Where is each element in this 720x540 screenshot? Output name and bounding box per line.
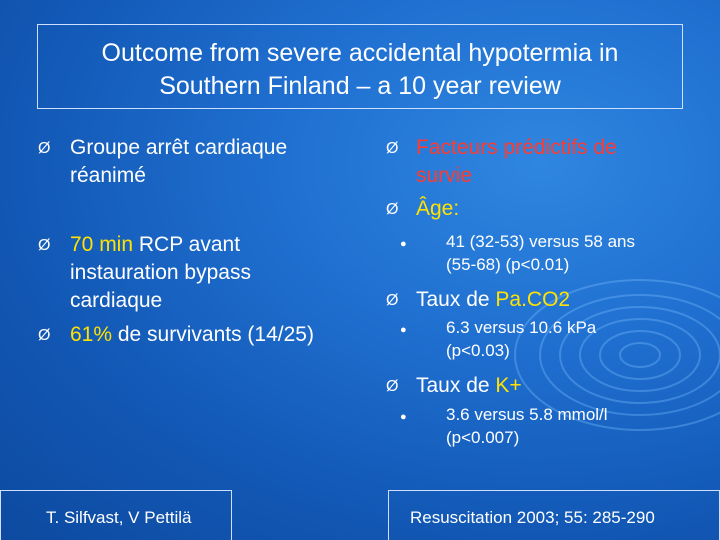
right-bullet-k: Taux de K+ [416,374,522,397]
bullet-arrow-icon: Ø [386,378,399,395]
bullet-arrow-icon: Ø [386,140,399,157]
right-bullet-paco2: Taux de Pa.CO2 [416,288,571,311]
right-bullet-age: Âge: [416,197,460,220]
left-bullet-1: Groupe arrêt cardiaque réanimé [70,136,288,187]
bullet-arrow-icon: Ø [38,140,51,157]
left-bullet-3: 61% de survivants (14/25) [70,323,314,346]
bullet-arrow-icon: Ø [386,292,399,309]
footer-citation: Resuscitation 2003; 55: 285-290 [410,508,655,527]
title-line-1: Outcome from severe accidental hypotermia in [101,39,619,67]
bullet-arrow-icon: Ø [38,237,51,254]
bullet-dot-icon: ● [400,238,407,250]
bullet-arrow-icon: Ø [386,201,399,218]
k-detail: 3.6 versus 5.8 mmol/l (p<0.007) [446,405,608,447]
bullet-arrow-icon: Ø [38,327,51,344]
footer-authors: T. Silfvast, V Pettilä [46,508,192,527]
bullet-dot-icon: ● [400,411,407,423]
title-line-2: Southern Finland – a 10 year review [159,72,561,100]
right-bullet-1: Facteurs prédictifs de survie [416,136,617,187]
paco2-detail: 6.3 versus 10.6 kPa (p<0.03) [446,318,597,360]
bullet-dot-icon: ● [400,324,407,336]
slide-title [37,24,683,109]
age-detail: 41 (32-53) versus 58 ans (55-68) (p<0.01) [446,232,635,274]
left-bullet-2: 70 min RCP avant instauration bypass cardiaque [70,233,251,312]
